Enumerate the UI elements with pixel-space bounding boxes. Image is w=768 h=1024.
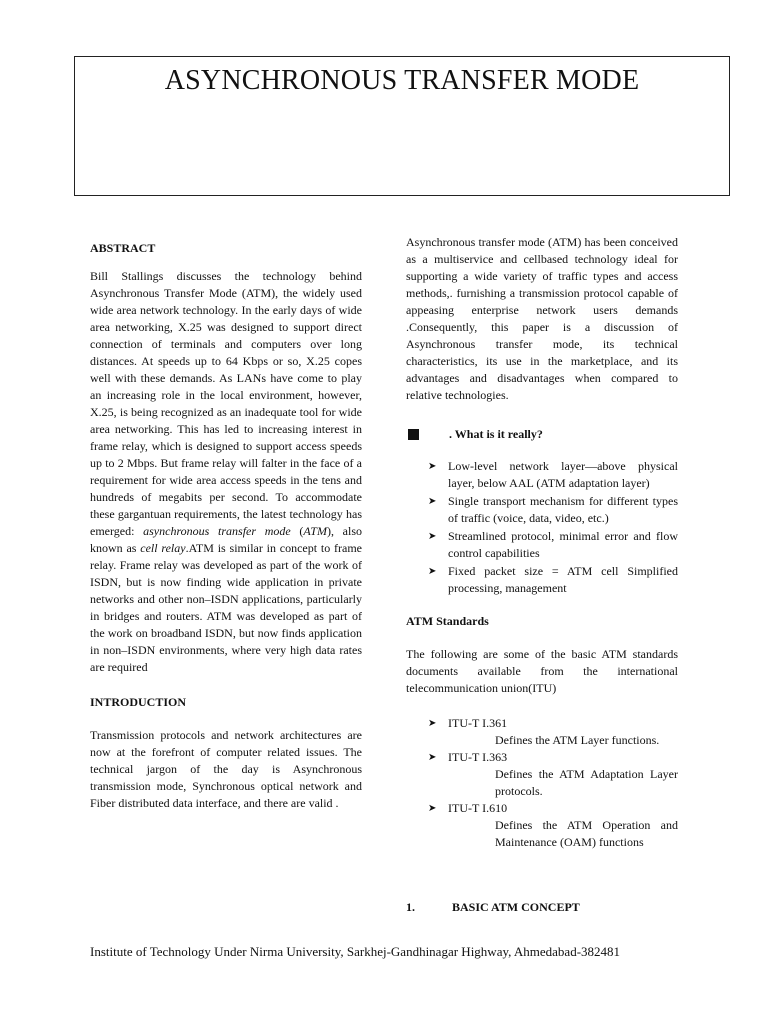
standard-code: ITU-T I.361 xyxy=(448,716,508,730)
title-box xyxy=(74,56,730,196)
atm-standards-intro: The following are some of the basic ATM standards documents available from the international telecommunication union(ITU) xyxy=(406,647,678,695)
right-column xyxy=(406,234,678,851)
what-is-it-list xyxy=(406,458,678,597)
square-bullet-icon xyxy=(408,429,419,440)
what-is-it-heading: . What is it really? xyxy=(406,426,678,443)
standard-desc: Defines the ATM Layer functions. xyxy=(495,733,660,747)
right-intro-text: Asynchronous transfer mode (ATM) has been conceived as a multiservice and cellbased technology ideal for supporting a wide variety of traffic types and access methods,. furnishing a transmission protocol capable of appeasing enterprise network users demands .Consequently, this paper is a discussion of Asynchronous transfer mode, its technical characteristics, its use in the marketplace, and its advantages and disadvantages when compared to relative technologies. xyxy=(406,235,678,402)
list-item xyxy=(406,715,678,749)
list-item: ➤ Streamlined protocol, minimal error and flow control capabilities xyxy=(406,528,678,562)
list-item xyxy=(406,800,678,851)
abstract-text: Bill Stallings discusses the technology behind Asynchronous Transfer Mode (ATM), the widely used wide area network technology. In the early days of wide area networking, X.25 was designed to support direct connection of terminals and computers over long distances. At speeds up to 64 Kbps or so, X.25 copes well with these demands. As LANs have come to play an increasing role in the local environment, however, X.25, is being recognized as an inadequate tool for wide area networking. This has led to increasing interest in frame relay, which is designed to support access speeds up to 2 Mbps. But frame relay will falter in the face of a requirement for wide area access speeds in the tens and hundreds of megabits per second. To accommodate these gargantuan requirements, the latest technology has emerged: asynchronous transfer mode (ATM), also known as cell relay.ATM is similar in concept to frame relay. Frame relay was developed as part of the work of ISDN, but is now finding wide application in private networks and other non–ISDN applications, particularly in bridges and routers. ATM was developed as part of the work on broadband ISDN, but now finds application in non–ISDN environments, where very high data rates are required xyxy=(90,269,363,674)
list-item: ➤ Low-level network layer—above physical layer, below AAL (ATM adaptation layer) xyxy=(406,458,678,492)
standard-code: ITU-T I.363 xyxy=(448,750,508,764)
section-number: 1. xyxy=(406,900,415,914)
standard-code: ITU-T I.610 xyxy=(448,801,508,815)
atm-standards-heading: ATM Standards xyxy=(406,614,489,628)
introduction-heading: INTRODUCTION xyxy=(90,695,187,709)
paper-title: ASYNCHRONOUS TRANSFER MODE xyxy=(164,65,640,96)
section-heading xyxy=(406,900,580,915)
abstract-emphasis-cell-relay: cell relay xyxy=(140,541,186,555)
section-title: BASIC ATM CONCEPT xyxy=(452,900,580,914)
list-item: ➤ Single transport mechanism for different types of traffic (voice, data, video, etc.) xyxy=(406,493,678,527)
standard-desc: Defines the ATM Operation and Maintenance (OAM) functions xyxy=(495,818,678,849)
list-item xyxy=(406,749,678,800)
introduction-text: Transmission protocols and network architectures are now at the forefront of computer related issues. The technical jargon of the day is Asynchronous transmission mode, Synchronous optical network and Fiber distributed data interface, and there are valid . xyxy=(90,728,362,810)
left-column xyxy=(90,240,362,812)
standards-list xyxy=(406,715,678,851)
abstract-emphasis-atm: asynchronous transfer mode xyxy=(143,524,291,538)
page-footer: Institute of Technology Under Nirma University, Sarkhej-Gandhinagar Highway, Ahmedabad-382481 xyxy=(90,944,621,959)
standard-desc: Defines the ATM Adaptation Layer protocols. xyxy=(495,767,678,798)
list-item: ➤ Fixed packet size = ATM cell Simplified processing, management xyxy=(406,563,678,597)
abstract-heading: ABSTRACT xyxy=(90,241,156,255)
